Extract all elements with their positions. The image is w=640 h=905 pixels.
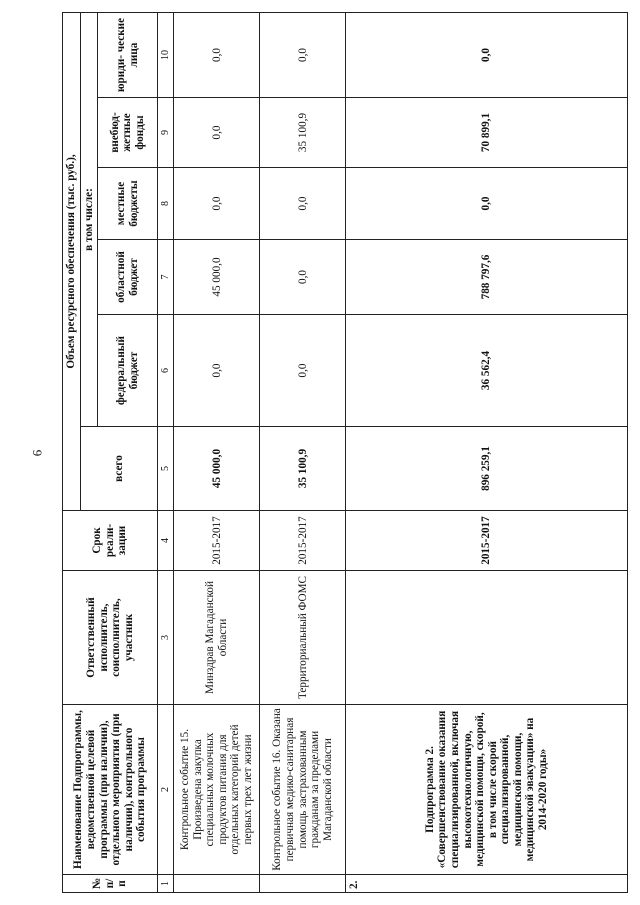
header-total: всего — [80, 427, 158, 511]
row-regional: 788 797,6 — [346, 240, 628, 315]
row-term: 2015-2017 — [346, 511, 628, 571]
row-term: 2015-2017 — [260, 511, 346, 571]
header-num: № п/п — [63, 875, 158, 893]
column-number: 8 — [158, 168, 174, 240]
row-legal: 0,0 — [346, 12, 628, 97]
header-name: Наименование Подпрограммы, ведомственной целевой программы (при наличии), отдельного мероприятия (при наличии), контрольного события программы — [63, 705, 158, 875]
row-extrabudget: 35 100,9 — [260, 98, 346, 168]
header-extrabudget: внебюд- жетные фонды — [98, 98, 158, 168]
header-term: Срок реали- зации — [63, 511, 158, 571]
row-executor — [346, 571, 628, 705]
header-legal: юриди- ческие лица — [98, 12, 158, 97]
row-term: 2015-2017 — [174, 511, 260, 571]
row-federal: 0,0 — [174, 315, 260, 427]
row-total: 35 100,9 — [260, 427, 346, 511]
header-executor: Ответственный исполнитель, соисполнитель, участник — [63, 571, 158, 705]
column-number: 7 — [158, 240, 174, 315]
rotated-page — [62, 13, 628, 893]
row-executor: Территориальный ФОМС — [260, 571, 346, 705]
column-number: 4 — [158, 511, 174, 571]
header-local: местные бюджеты — [98, 168, 158, 240]
row-legal: 0,0 — [174, 12, 260, 97]
row-num — [260, 875, 346, 893]
row-local: 0,0 — [174, 168, 260, 240]
row-num — [174, 875, 260, 893]
row-name: Контрольное событие 16. Оказана первичная медико-санитарная помощь застрахованным гражданам за пределами Магаданской области — [260, 705, 346, 875]
row-total: 896 259,1 — [346, 427, 628, 511]
header-federal: федеральный бюджет — [98, 315, 158, 427]
header-resources: Объем ресурсного обеспечения (тыс. руб.), — [63, 12, 81, 510]
row-regional: 45 000,0 — [174, 240, 260, 315]
resource-table — [62, 12, 628, 893]
table-row — [260, 12, 346, 892]
row-name: Контрольное событие 15. Произведена закупка специальных молочных продуктов питания для отдельных категорий детей первых трех лет жизни — [174, 705, 260, 875]
column-number: 5 — [158, 427, 174, 511]
column-number: 3 — [158, 571, 174, 705]
column-number: 1 — [158, 875, 174, 893]
row-executor: Минздрав Магаданской области — [174, 571, 260, 705]
table-row — [174, 12, 260, 892]
table-row — [346, 12, 628, 892]
header-including: в том числе: — [80, 12, 98, 426]
column-number-row — [158, 12, 174, 892]
column-number: 6 — [158, 315, 174, 427]
row-extrabudget: 0,0 — [174, 98, 260, 168]
row-local: 0,0 — [260, 168, 346, 240]
column-number: 2 — [158, 705, 174, 875]
column-number: 10 — [158, 12, 174, 97]
page-number: 6 — [29, 449, 45, 457]
row-regional: 0,0 — [260, 240, 346, 315]
row-local: 0,0 — [346, 168, 628, 240]
column-number: 9 — [158, 98, 174, 168]
header-regional: областной бюджет — [98, 240, 158, 315]
row-extrabudget: 70 899,1 — [346, 98, 628, 168]
row-legal: 0,0 — [260, 12, 346, 97]
row-total: 45 000,0 — [174, 427, 260, 511]
row-federal: 0,0 — [260, 315, 346, 427]
row-name: Подпрограмма 2. «Совершенствование оказания специализированной, включая высокотехнологичную, медицинской помощи, скорой, в том числе скорой специализированной, медицинской помощи, медицинской эвакуации» на 2014-2020 годы» — [346, 705, 628, 875]
row-num: 2. — [346, 875, 628, 893]
row-federal: 36 562,4 — [346, 315, 628, 427]
